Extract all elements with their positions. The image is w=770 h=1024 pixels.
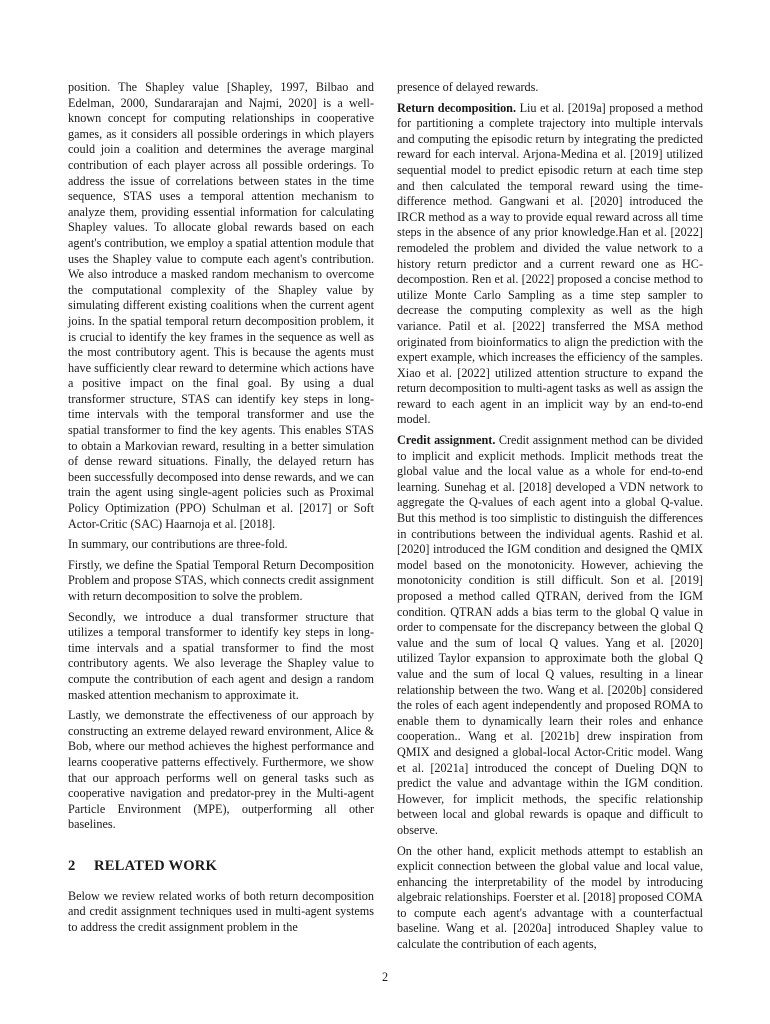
paragraph-return-decomposition (397, 101, 703, 428)
right-column (397, 80, 703, 958)
paragraph: Lastly, we demonstrate the effectiveness of our approach by constructing an extreme delayed reward environment, Alice & Bob, where our method achieves the highest performance and learns cooperative patterns effectively. Furthermore, we show that our approach performs well on general tasks such as cooperative navigation and predator-prey in the Multi-agent Particle Environment (MPE), outperforming all other baselines. (68, 708, 374, 832)
paragraph: Firstly, we define the Spatial Temporal Return Decomposition Problem and propose STAS, which connects credit assignment with return decomposition to solve the problem. (68, 557, 374, 603)
paragraph-credit-assignment (397, 433, 703, 838)
section-heading (68, 859, 374, 875)
paragraph: Below we review related works of both return decomposition and credit assignment techniques used in multi-agent systems to address the credit assignment problem in the (68, 888, 374, 934)
left-column (68, 80, 374, 940)
paragraph: presence of delayed rewards. (397, 80, 539, 94)
paragraph: Secondly, we introduce a dual transformer structure that utilizes a temporal transformer to identify key steps in long-time intervals and a spatial transformer to find the most contributory agents. We also leverage the Shapley value to compute the contribution of each agent and design a random masked attention mechanism to approximate it. (68, 609, 374, 702)
section-title: RELATED WORK (94, 857, 218, 874)
section-number: 2 (68, 857, 76, 874)
paragraph: In summary, our contributions are three-fold. (68, 537, 288, 552)
page-number: 2 (381, 970, 389, 984)
run-in-heading: Return decomposition. (397, 100, 516, 115)
paragraph-text: Credit assignment method can be divided to implicit and explicit methods. Implicit methods treat the global value and the local value as a whole for end-to-end learning. Sunehag et al. [2018] developed a VDN network to aggregate the Q-values of each agent into a global Q-value. But this method is too simplistic to distinguish the differences in contributions between the individual agents. Rashid et al. [2020] introduced the IGM condition and designed the QMIX model based on the monotonicity. However, achieving the monotonicity condition is still difficult. Son et al. [2019] proposed a method called QTRAN, derived from the IGM condition. QTRAN adds a bias term to the global Q value in order to compensate for the discrepancy between the global Q value and the sum of local Q values. Yang et al. [2020] utilized Taylor expansion to approximate both the global Q value and the sum of local Q values, resulting in a linear relationship between the two. Wang et al. [2020b] considered the roles of each agent independently and proposed ROMA to enable them to dynamically learn their roles and enhance cooperation.. Wang et al. [2021b] drew inspiration from QMIX and designed a global-local Actor-Critic model. Wang et al. [2021a] introduced the concept of Dueling DQN to predict the value and advantage within the IGM condition. However, for implicit methods, the specific relationship between local and global rewards is opaque and difficult to observe. (397, 433, 703, 837)
run-in-heading: Credit assignment. (397, 433, 496, 448)
paragraph: position. The Shapley value [Shapley, 1997, Bilbao and Edelman, 2000, Sundararajan and Najmi, 2020] is a well-known concept for computing relationships in cooperative games, as it considers all possible orderings in which players could join a coalition and determines the average marginal contribution of each player across all possible orderings. To address the issue of correlations between states in the time sequence, STAS uses a temporal attention mechanism to analyze them, providing essential information for calculating Shapley values. To allocate global rewards based on each agent's contribution, we employ a spatial attention module that uses the Shapley value to compute each agent's contribution. We also introduce a masked random mechanism to overcome the computational complexity of the Shapley value by simulating different existing coalitions when the current agent joins. In the spatial temporal return decomposition problem, it is crucial to identify the key frames in the sequence as well as the most contributory agent. This is because the agents must have sufficiently clear reward to determine which actions have a positive impact on the final goal. By using a dual transformer structure, STAS can identify key steps in long-time intervals with the temporal transformer and use the spatial transformer to find the key agents. This enables STAS to obtain a Markovian reward, resulting in a better simulation of dense reward situations. Finally, the delayed return has been successfully decomposed into dense rewards, and we can train the agent using single-agent policies such as Proximal Policy Optimization (PPO) Schulman et al. [2017] or Soft Actor-Critic (SAC) Haarnoja et al. [2018]. (68, 80, 374, 531)
paragraph-text: Liu et al. [2019a] proposed a method for partitioning a complete trajectory into multiple intervals and computing the episodic return by integrating the predicted reward for each interval. Arjona-Medina et al. [2019] utilized sequential model to predict episodic return at each time step and then calculated the temporal reward using the time-difference method. Gangwani et al. [2020] introduced the IRCR method as a way to provide equal reward across all time steps in the absence of any prior knowledge.Han et al. [2022] remodeled the problem and divided the value network to a history return predictor and a current reward one as HC-decompostion. Ren et al. [2022] proposed a concise method to utilize Monte Carlo Sampling as a time step sampler to decrease the computing complexity as well as the high variance. Patil et al. [2022] transferred the MSA method originated from bioinformatics to align the prediction with the expert example, which increases the efficiency of the samples. Xiao et al. [2022] utilized attention structure to expand the return decomposition to multi-agent tasks as well as assign the reward to each agent in an implicit way by an end-to-end model. (397, 100, 703, 427)
paragraph: On the other hand, explicit methods attempt to establish an explicit connection between the global value and local value, enhancing the interpretability of the model by introducing algebraic relationships. Foerster et al. [2018] proposed COMA to compute each agent's advantage with a counterfactual baseline. Wang et al. [2020a] introduced Shapley value to calculate the contribution of each agents, (397, 843, 703, 952)
